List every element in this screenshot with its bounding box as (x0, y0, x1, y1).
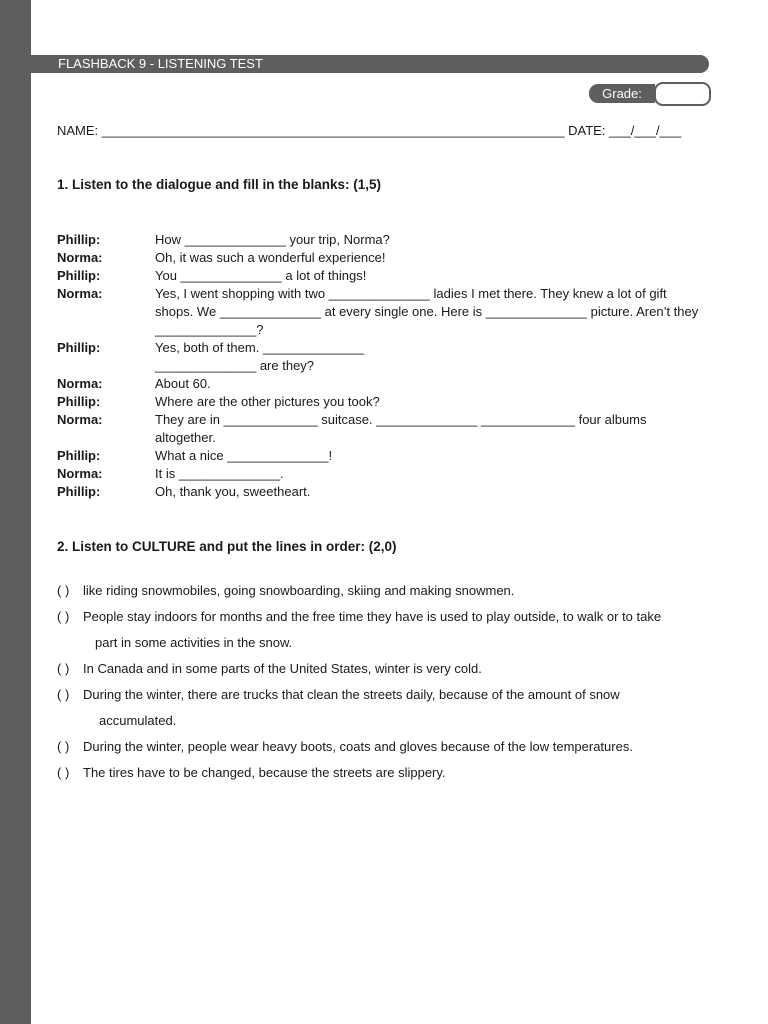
side-bar (0, 0, 31, 1024)
order-paren[interactable]: ( ) (57, 765, 70, 780)
speaker: Norma: (57, 376, 103, 391)
order-text: During the winter, there are trucks that clean the streets daily, because of the amount of snow (83, 687, 620, 702)
dialogue-line (57, 285, 707, 339)
header-bar (31, 55, 709, 73)
speech: Oh, it was such a wonderful experience! (155, 250, 386, 265)
speech: It is ______________. (155, 466, 284, 481)
order-text: In Canada and in some parts of the United States, winter is very cold. (83, 661, 482, 676)
dialogue-line (57, 231, 707, 249)
order-list (57, 582, 707, 790)
dialogue-line (57, 339, 707, 375)
speaker: Phillip: (57, 448, 101, 463)
page-title: FLASHBACK 9 - LISTENING TEST (58, 56, 263, 71)
speech: What a nice ______________! (155, 448, 333, 463)
speaker: Norma: (57, 250, 103, 265)
speech: Oh, thank you, sweetheart. (155, 484, 311, 499)
speech: How ______________ your trip, Norma? (155, 232, 390, 247)
order-paren[interactable]: ( ) (57, 739, 70, 754)
order-item (57, 660, 707, 678)
section1-heading: 1. Listen to the dialogue and fill in the blanks: (1,5) (57, 177, 382, 192)
speaker: Norma: (57, 286, 103, 301)
dialogue-line (57, 375, 707, 393)
speaker: Phillip: (57, 268, 101, 283)
dialogue-line (57, 393, 707, 411)
speaker: Phillip: (57, 340, 101, 355)
order-paren[interactable]: ( ) (57, 661, 70, 676)
speaker: Phillip: (57, 232, 101, 247)
section2-heading: 2. Listen to CULTURE and put the lines in order: (2,0) (57, 539, 397, 554)
speech: About 60. (155, 376, 211, 391)
dialogue-line (57, 411, 707, 447)
order-item (57, 582, 707, 600)
speaker: Norma: (57, 466, 103, 481)
dialogue-line (57, 465, 707, 483)
grade-label: Grade: (589, 84, 655, 103)
order-text: The tires have to be changed, because the streets are slippery. (83, 765, 446, 780)
dialogue (57, 231, 707, 501)
speech: They are in _____________ suitcase. ______________ _____________ four albums altogether. (155, 412, 647, 445)
speech: You ______________ a lot of things! (155, 268, 367, 283)
order-text: During the winter, people wear heavy boots, coats and gloves because of the low temperatures. (83, 739, 633, 754)
speaker: Phillip: (57, 394, 101, 409)
grade-box[interactable] (654, 82, 711, 106)
dialogue-line (57, 249, 707, 267)
speech: Where are the other pictures you took? (155, 394, 380, 409)
dialogue-line (57, 447, 707, 465)
order-text-cont: accumulated. (99, 713, 177, 728)
order-item (57, 608, 707, 652)
speaker: Phillip: (57, 484, 101, 499)
order-text-cont: part in some activities in the snow. (95, 635, 293, 650)
order-paren[interactable]: ( ) (57, 687, 70, 702)
order-item (57, 738, 707, 756)
speech: Yes, I went shopping with two ______________ ladies I met there. They knew a lot of gift shops. We ______________ at every single one. Here is ______________ picture. Aren’t they ______________? (155, 286, 699, 337)
order-paren[interactable]: ( ) (57, 609, 70, 624)
order-paren[interactable]: ( ) (57, 583, 70, 598)
speech: Yes, both of them. ______________ ______________ are they? (155, 340, 365, 373)
dialogue-line (57, 267, 707, 285)
dialogue-line (57, 483, 707, 501)
order-item (57, 764, 707, 782)
speaker: Norma: (57, 412, 103, 427)
order-item (57, 686, 707, 730)
name-date-row[interactable]: NAME: ________________________________________________________________ DATE: ___/___/___ (57, 123, 682, 138)
order-text: People stay indoors for months and the free time they have is used to play outside, to walk or to take (83, 609, 662, 624)
order-text: like riding snowmobiles, going snowboarding, skiing and making snowmen. (83, 583, 515, 598)
